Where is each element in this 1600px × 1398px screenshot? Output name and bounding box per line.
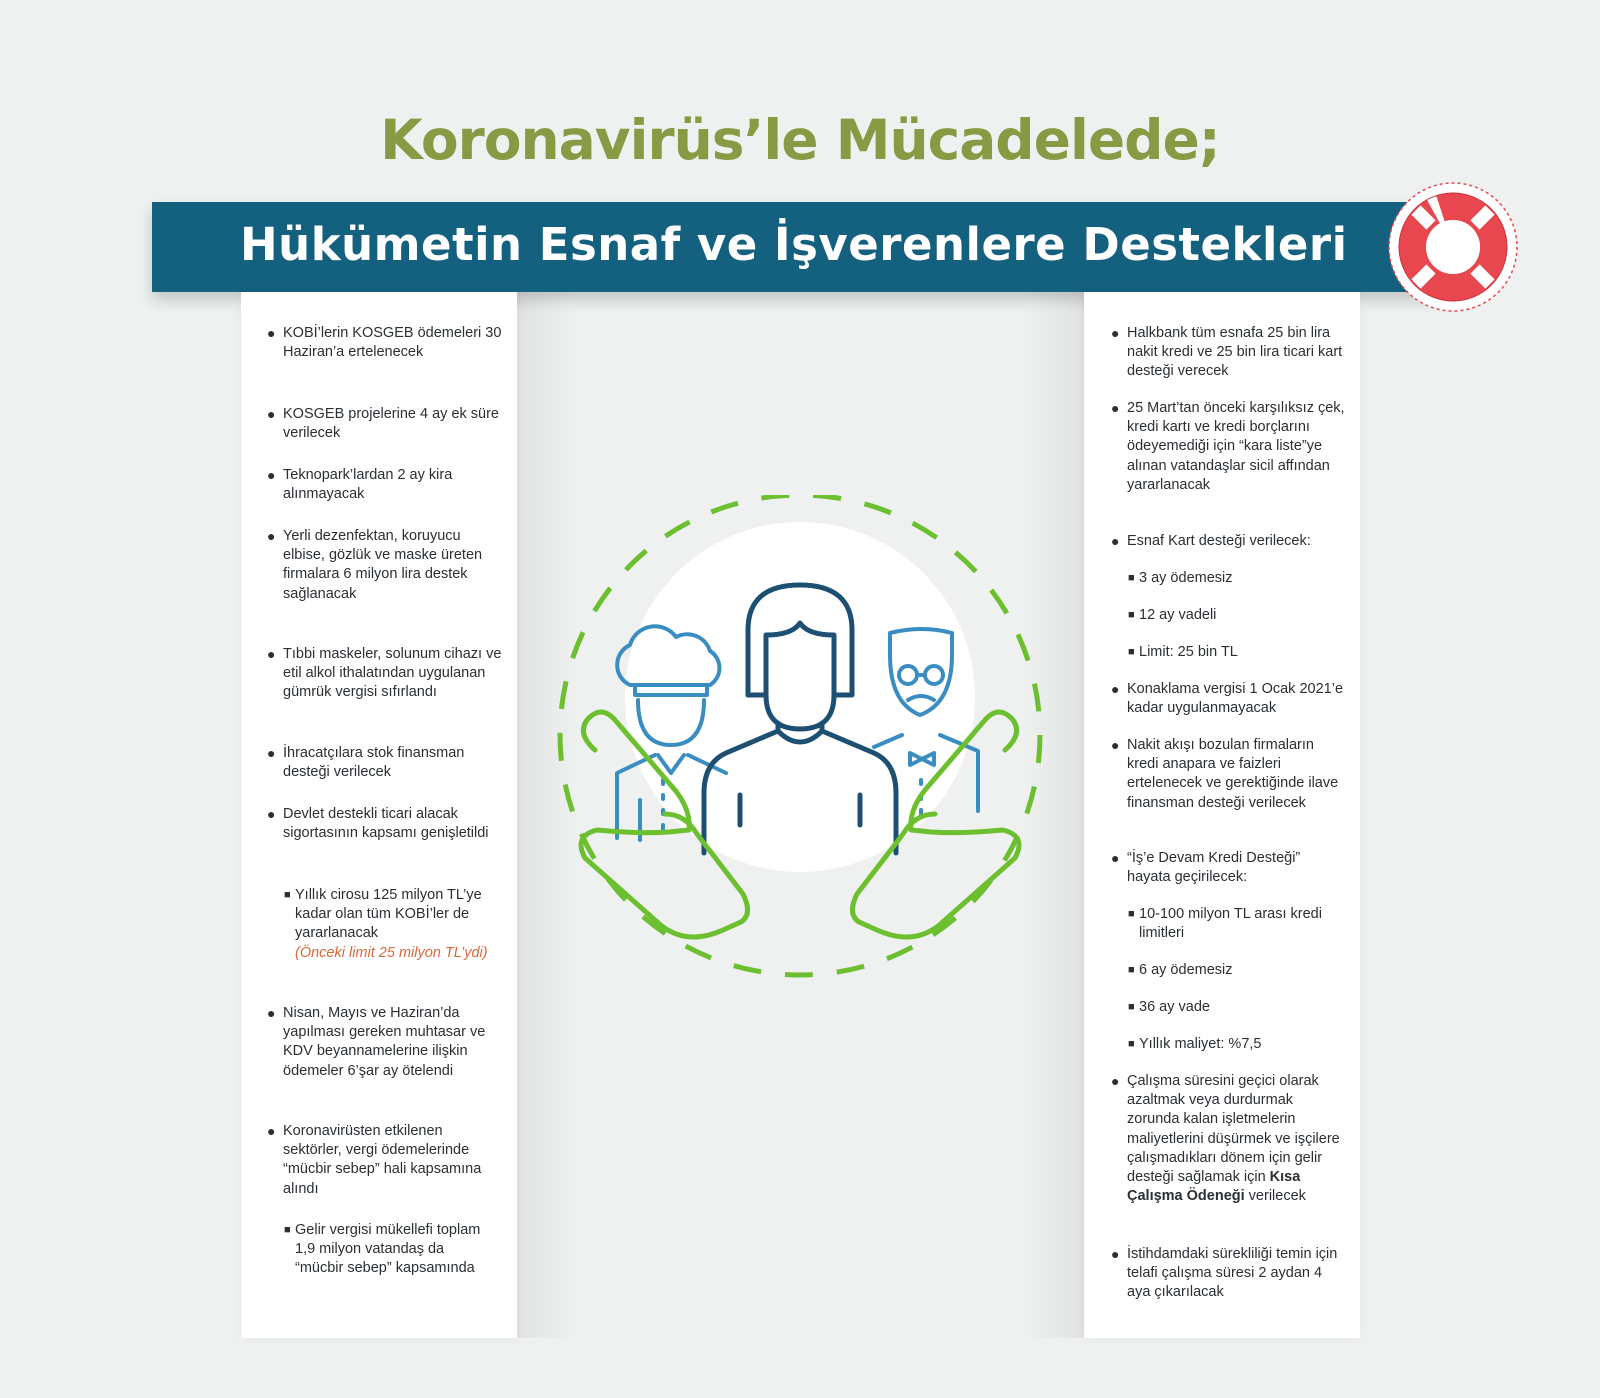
sub-list-item: ■ Gelir vergisi mükellefi toplam 1,9 milyon vatandaş da “mücbir sebep” kapsamında (284, 1222, 481, 1277)
list-item: ● Teknopark’lardan 2 ay kira alınmayacak (267, 467, 453, 503)
banner-title: Hükümetin Esnaf ve İşverenlere Destekleri (240, 218, 1348, 271)
list-item: ● Koronavirüsten etkilenen sektörler, vergi ödemelerinde “mücbir sebep” hali kapsamına alındı (267, 1123, 482, 1197)
list-item: ● İstihdamdaki sürekliliği temin için telafi çalışma süresi 2 aydan 4 aya çıkarılacak (1111, 1246, 1338, 1301)
list-item: ● KOSGEB projelerine 4 ay ek süre verilecek (267, 406, 499, 442)
list-item: ● 25 Mart’tan önceki karşılıksız çek, kredi kartı ve kredi borçlarını ödeyemediği için “kara liste”ye alınan vatandaşlar sicil affından yararlanacak (1111, 400, 1345, 493)
list-item: ● Tıbbi maskeler, solunum cihazı ve etil alkol ithalatından uygulanan gümrük vergisi sıfırlandı (267, 646, 502, 701)
sub-list-item: ■ 36 ay vade (1128, 999, 1210, 1015)
list-item: ● “İş’e Devam Kredi Desteği” hayata geçirilecek: (1111, 850, 1301, 886)
sub-list-item: ■ Yıllık cirosu 125 milyon TL’ye kadar olan tüm KOBİ’ler de yararlanacak (Önceki limit 25 milyon TL’ydi) (295, 886, 495, 963)
sub-list-item: ■ 6 ay ödemesiz (1128, 962, 1233, 978)
sub-list-item: ■ 3 ay ödemesiz (1128, 570, 1233, 586)
support-illustration (550, 495, 1050, 985)
right-info-column (1084, 292, 1360, 1338)
main-title: Koronavirüs’le Mücadelede; (380, 108, 1220, 172)
list-item: ● Esnaf Kart desteği verilecek: (1111, 533, 1311, 549)
list-item: ● Konaklama vergisi 1 Ocak 2021’e kadar uygulanmayacak (1111, 681, 1344, 717)
list-item: ● Nakit akışı bozulan firmaların kredi anapara ve faizleri ertelenecek ve gerektiğinde ilave finansman desteği verilecek (1111, 737, 1339, 811)
left-info-column (241, 292, 517, 1338)
sub-list-item: ■ Limit: 25 bin TL (1128, 644, 1238, 660)
list-item: ● Çalışma süresini geçici olarak azaltmak veya durdurmak zorunda kalan işletmelerin maliyetlerini düşürmek ve işçilere çalışmadıkları dönem için gelir desteği sağlamak için Kısa Çalışma Ödeneği verilecek (1111, 1073, 1340, 1205)
list-item: ● Yerli dezenfektan, koruyucu elbise, gözlük ve maske üreten firmalara 6 milyon lira destek sağlanacak (267, 528, 483, 602)
list-item: ● Nisan, Mayıs ve Haziran’da yapılması gereken muhtasar ve KDV beyannamelerine ilişkin ödemeler 6’şar ay ötelendi (267, 1005, 486, 1079)
lifebuoy-icon (1386, 180, 1520, 314)
sub-list-item: ■ 12 ay vadeli (1128, 607, 1217, 623)
previous-limit-note: (Önceki limit 25 milyon TL’ydi) (295, 944, 488, 961)
subtitle-banner (152, 202, 1448, 292)
list-item: ● İhracatçılara stok finansman desteği verilecek (267, 745, 465, 781)
list-item: ● Halkbank tüm esnafa 25 bin lira nakit kredi ve 25 bin lira ticari kart desteği verecek (1111, 325, 1343, 380)
short-work-allowance: Kısa Çalışma Ödeneği (1127, 1169, 1301, 1205)
sub-list-item: ■ Yıllık maliyet: %7,5 (1128, 1036, 1262, 1052)
list-item: ● KOBİ’lerin KOSGEB ödemeleri 30 Haziran’a ertelenecek (267, 325, 502, 361)
list-item: ● Devlet destekli ticari alacak sigortasının kapsamı genişletildi (267, 806, 489, 842)
sub-list-item: ■ 10-100 milyon TL arası kredi limitleri (1128, 906, 1322, 942)
